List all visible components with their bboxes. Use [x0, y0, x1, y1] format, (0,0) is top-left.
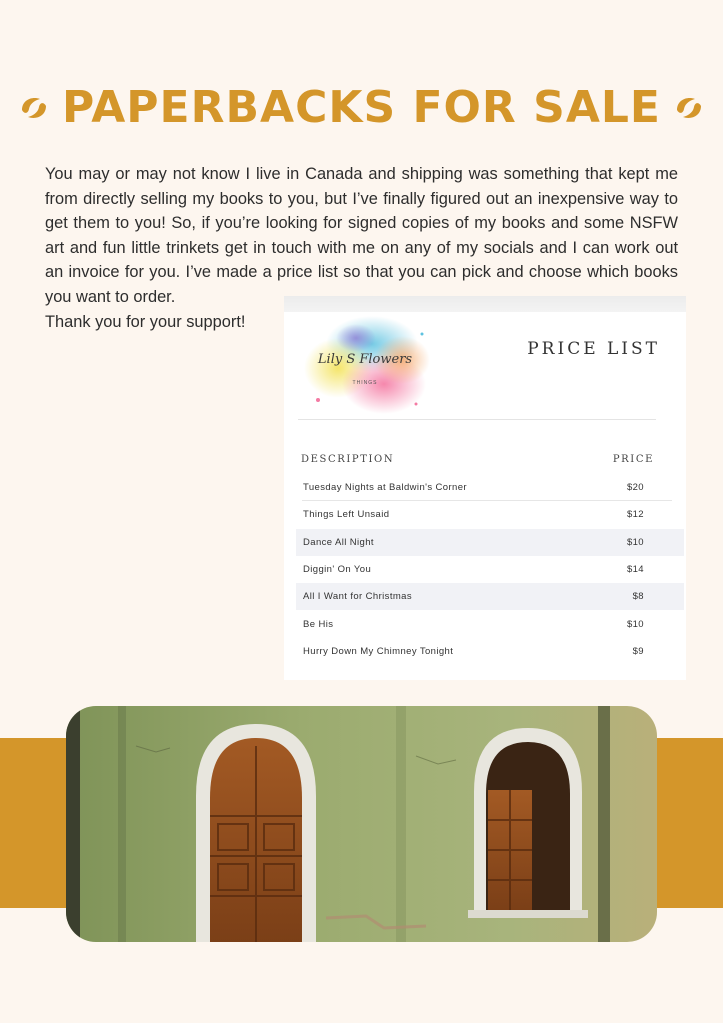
page-title [0, 78, 723, 138]
item-price: $10 [626, 618, 644, 630]
item-description: Tuesday Nights at Baldwin's Corner [303, 482, 467, 494]
thanks-line: Thank you for your support! [45, 312, 246, 331]
item-description: Dance All Night [303, 536, 374, 548]
table-row [296, 474, 684, 501]
table-row [296, 556, 684, 583]
item-price: $8 [632, 591, 644, 603]
item-description: Be His [303, 618, 334, 630]
table-row [296, 638, 684, 665]
brand-logo [296, 314, 434, 420]
table-row [296, 501, 684, 528]
item-description: Things Left Unsaid [303, 509, 390, 521]
item-price: $20 [626, 482, 644, 494]
item-description: All I Want for Christmas [303, 591, 413, 603]
item-description: Diggin' On You [303, 564, 372, 576]
item-price: $9 [632, 645, 644, 657]
item-description: Hurry Down My Chimney Tonight [303, 645, 454, 657]
price-table [296, 474, 684, 665]
logo-text: Lily S Flowers [317, 352, 413, 367]
table-row [296, 610, 684, 637]
divider [298, 419, 656, 420]
title-text: PAPERBACKS FOR SALE [62, 82, 661, 133]
column-header-price: PRICE [612, 454, 654, 465]
swirl-icon [16, 90, 52, 126]
watercolor-logo-icon [296, 314, 434, 420]
intro-paragraph: You may or may not know I live in Canada and shipping was something that kept me from directly selling my books to you, but I’ve finally figured out an inexpensive way to get them to you! So, if you’re looking for signed copies of my books and some NSFW art and fun little trinkets get in touch with me on any of my socials and I can work out an invoice for you. I’ve made a price list so that you can pick and choose which books you want to order. [45, 165, 678, 306]
price-list-heading: PRICE LIST [527, 339, 660, 359]
item-price: $14 [626, 564, 644, 576]
column-header-description: DESCRIPTION [301, 454, 395, 465]
swirl-icon [671, 90, 707, 126]
logo-subtext: THINGS [352, 380, 378, 386]
table-row [296, 529, 684, 556]
item-price: $12 [626, 509, 644, 521]
building-facade-image [66, 706, 657, 942]
building-photo [66, 706, 657, 942]
item-price: $10 [626, 536, 644, 548]
table-row [296, 583, 684, 610]
